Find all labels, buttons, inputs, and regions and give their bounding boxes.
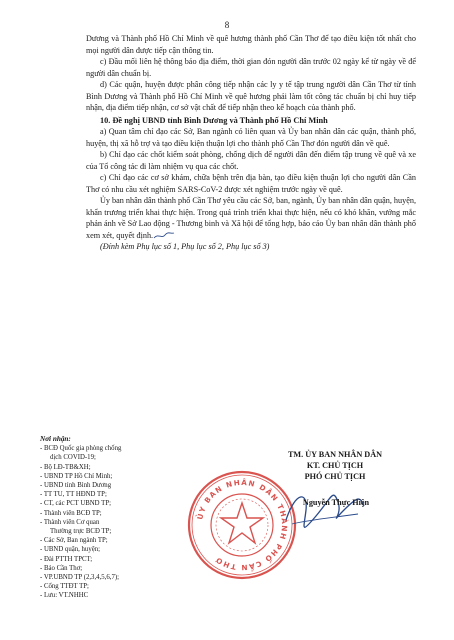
recipient-item: - UBND TP Hồ Chí Minh;: [40, 472, 113, 480]
section-heading: 10. Đề nghị UBND tỉnh Bình Dương và Thành phố Hồ Chí Minh: [100, 115, 328, 125]
paragraph-request: [86, 195, 416, 241]
paragraph-request-text: Ủy ban nhân dân thành phố Cần Thơ yêu cầu các Sở, ban, ngành, Ủy ban nhân dân quận, huyện, khẩn trương triển khai thực hiện. Trong quá trình triển khai thực hiện, nếu có khó khăn, vướng mắc phản ánh về Sở Lao động - Thương binh và Xã hội để tổng hợp, báo cáo Ủy ban nhân dân thành phố xem xét, quyết định.: [86, 196, 416, 240]
recipient-items: [40, 444, 200, 600]
recipient-item: dịch COVID-19;: [50, 454, 96, 462]
handwritten-signature-icon: [278, 480, 368, 550]
recipient-item: - Cổng TTĐT TP;: [40, 583, 89, 591]
recipient-item: - CT, các PCT UBND TP;: [40, 500, 111, 508]
svg-text:ỦY BAN NHÂN DÂN THÀNH PHỐ CẦN: [194, 478, 289, 573]
signature-line-kt: KT. CHỦ TỊCH: [306, 461, 364, 470]
signature-line-org: TM. ỦY BAN NHÂN DÂN: [287, 450, 383, 459]
paragraph-a-direction: a) Quan tâm chỉ đạo các Sở, Ban ngành có liên quan và Ủy ban nhân dân các quận, thành phố, huyện, thị xã hỗ trợ và tạo điều kiện thuận lợi cho thành phố Cần Thơ đón người dân về quê.: [86, 127, 416, 148]
signature-line-title: PHÓ CHỦ TỊCH: [304, 472, 366, 481]
paragraph-continuation: Dương và Thành phố Hồ Chí Minh về quê hương thành phố Cần Thơ để tạo điều kiện tốt nhất cho mọi người dân được tiếp cận thông tin.: [86, 34, 416, 55]
recipients-title: Nơi nhận:: [40, 435, 71, 443]
seal-text: ỦY BAN NHÂN DÂN THÀNH PHỐ CẦN THƠ: [195, 477, 290, 573]
paragraph-b-checkpoints: b) Chỉ đạo các chốt kiểm soát phòng, chống dịch để người dân đến điểm tập trung về quê và xe của Tổ công tác đi làm nhiệm vụ qua các chốt.: [86, 150, 416, 171]
paragraph-d-districts: d) Các quận, huyện được phân công tiếp nhận các ly y tế tập trung người dân Cần Thơ từ tỉnh Bình Dương và Thành phố Hồ Chí Minh về quê hương phải làm tốt công tác chuẩn bị chỉ huy tiếp nhận, địa điểm tiếp nhận, cơ sở vật chất để tiếp nhận theo kế hoạch của thành phố.: [86, 80, 416, 112]
page-number: 8: [224, 20, 230, 30]
recipient-item: - Đài PTTH TPCT;: [40, 555, 93, 563]
recipient-item: - UBND tỉnh Bình Dương: [40, 482, 112, 490]
recipient-item: - Thành viên Cơ quan: [40, 518, 100, 526]
recipient-item: - Báo Cần Thơ;: [40, 564, 83, 572]
recipient-item: - Lưu: VT.NHHC: [40, 592, 89, 600]
recipient-item: - VP.UBND TP (2,3,4,5,6,7);: [40, 574, 119, 582]
recipient-item: - UBND quận, huyện;: [40, 546, 101, 554]
paragraph-c-testing: c) Chỉ đạo các cơ sở khám, chữa bệnh trên địa bàn, tạo điều kiện thuận lợi cho người dân Cần Thơ có nhu cầu xét nghiệm SARS-CoV-2 được xét nghiệm trước ngày về quê.: [86, 173, 416, 194]
recipient-item: - Thành viên BCĐ TP;: [40, 509, 102, 517]
attachment-note: (Đính kèm Phụ lục số 1, Phụ lục số 2, Phụ lục số 3): [100, 242, 270, 251]
recipient-item: - BCĐ Quốc gia phòng chống: [40, 445, 122, 453]
initial-mark-icon: [153, 232, 175, 240]
signer-name: Nguyễn Thực Hiện: [302, 498, 370, 507]
document-body: [86, 33, 416, 253]
recipients-list: [40, 435, 200, 601]
recipient-item: - Bộ LĐ-TB&XH;: [40, 463, 91, 471]
recipient-item: - TT TU, TT HĐND TP;: [40, 491, 107, 499]
paragraph-c-contact: c) Đầu mối liên hệ thông báo địa điểm, thời gian đón người dân trước 02 ngày kể từ ngày về để người dân chuẩn bị.: [86, 57, 416, 78]
recipient-item: Thường trực BCĐ TP;: [50, 528, 112, 536]
recipient-item: - Các Sở, Ban ngành TP;: [40, 537, 108, 545]
